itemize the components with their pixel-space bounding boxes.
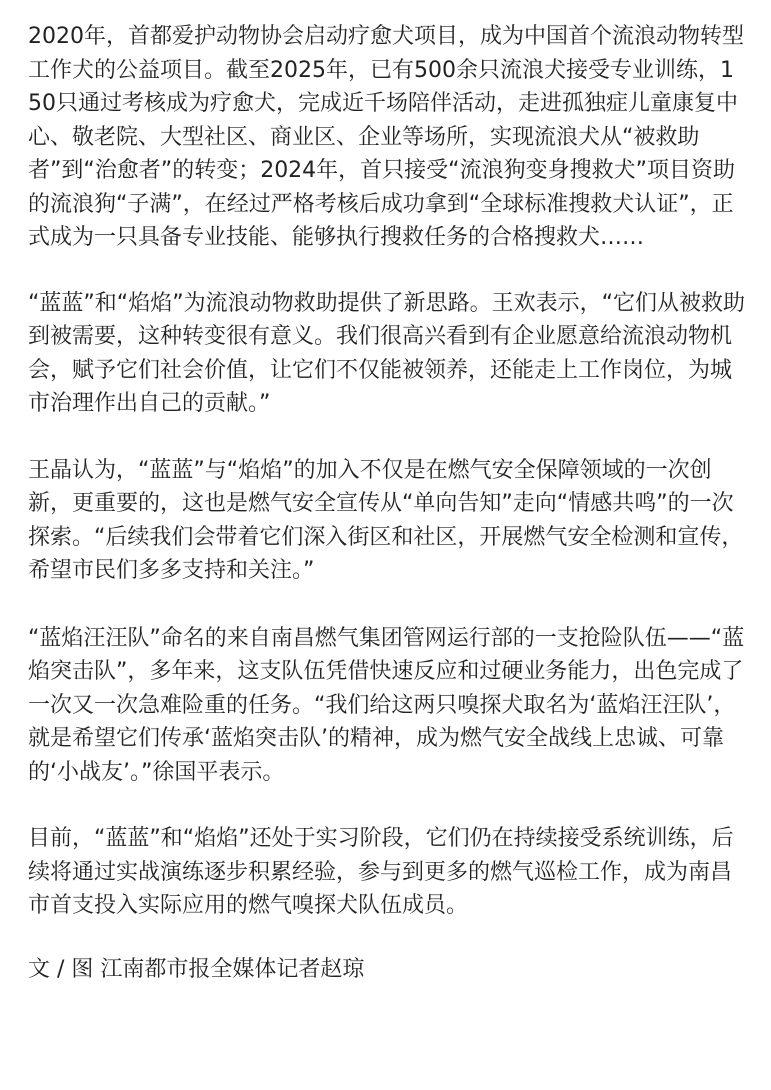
paragraph-team-name-origin: “蓝焰汪汪队”命名的来自南昌燃气集团管网运行部的一支抢险队伍——“蓝焰突击队”，多年来，这支队伍凭借快速反应和过硬业务能力，出色完成了一次又一次急难险重的任务。“我们给这两只嗅探犬取名为‘蓝焰汪汪队’，就是希望它们传承‘蓝焰突击队’的精神，成为燃气安全战线上忠诚、可靠的‘小战友’。”徐国平表示。: [28, 625, 745, 785]
paragraph-wang-jing-quote: 王晶认为，“蓝蓝”与“焰焰”的加入不仅是在燃气安全保障领域的一次创新，更重要的，这也是燃气安全宣传从“单向告知”走向“情感共鸣”的一次探索。“后续我们会带着它们深入街区和社区，开展燃气安全检测和宣传，希望市民们多多支持和关注。”: [28, 457, 744, 583]
paragraph-current-status: 目前，“蓝蓝”和“焰焰”还处于实习阶段，它们仍在持续接受系统训练，后续将通过实战演练逐步积累经验，参与到更多的燃气巡检工作，成为南昌市首支投入实际应用的燃气嗅探犬队伍成员。: [28, 826, 734, 918]
article-byline: 文 / 图 江南都市报全媒体记者赵琼: [28, 956, 365, 982]
paragraph-project-history: 2020年，首都爱护动物协会启动疗愈犬项目，成为中国首个流浪动物转型工作犬的公益项目。截至2025年，已有500余只流浪犬接受专业训练，150只通过考核成为疗愈犬，完成近千场陪伴活动，走进孤独症儿童康复中心、敬老院、大型社区、商业区、企业等场所，实现流浪犬从“被救助者”到“治愈者”的转变；2024年，首只接受“流浪狗变身搜救犬”项目资助的流浪狗“子满”，在经过严格考核后成功拿到“全球标准搜救犬认证”，正式成为一只具备专业技能、能够执行搜救任务的合格搜救犬……: [28, 24, 744, 250]
paragraph-wang-huan-quote: “蓝蓝”和“焰焰”为流浪动物救助提供了新思路。王欢表示，“它们从被救助到被需要，这种转变很有意义。我们很高兴看到有企业愿意给流浪动物机会，赋予它们社会价值，让它们不仅能被领养，还能走上工作岗位，为城市治理作出自己的贡献。”: [28, 290, 745, 416]
